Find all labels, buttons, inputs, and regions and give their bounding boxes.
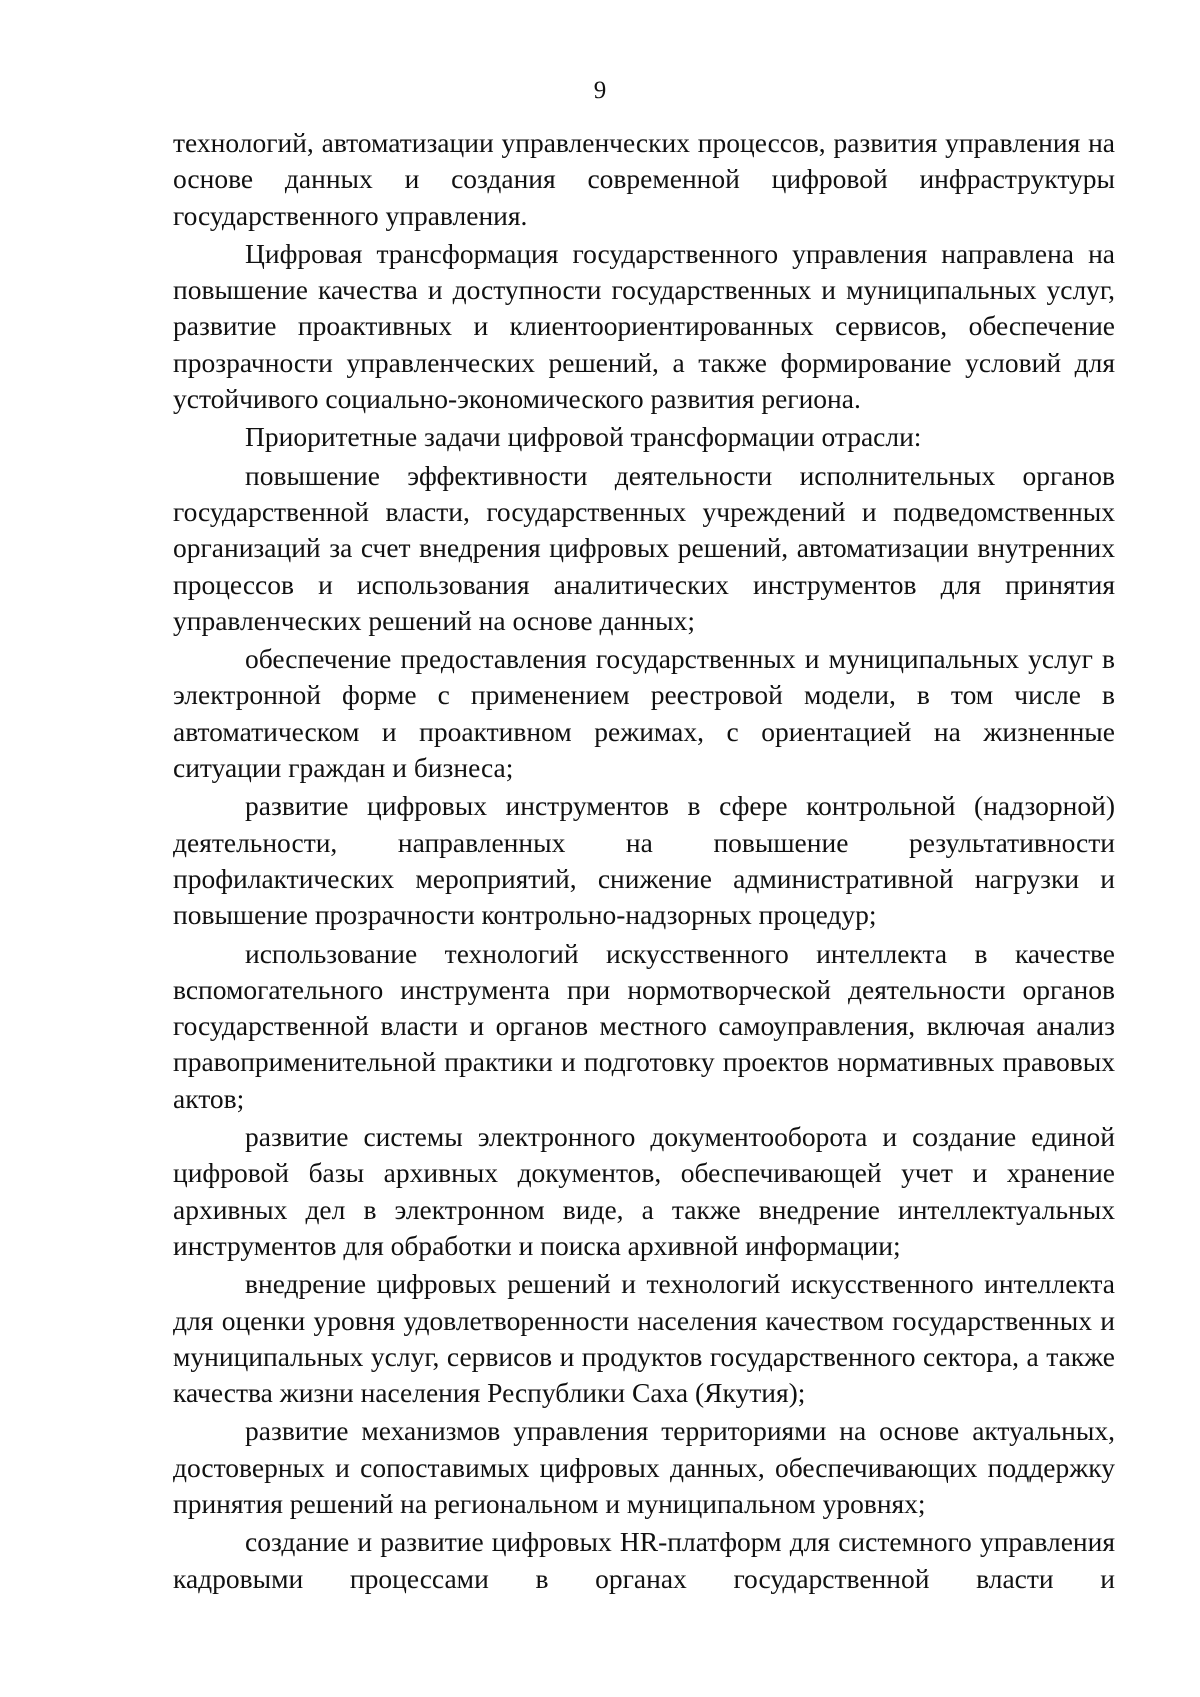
list-item-territory-management: развитие механизмов управления территориями на основе актуальных, достоверных и сопоставимых цифровых данных, обеспечивающих поддержку принятия решений на региональном и муниципальном уровнях; bbox=[173, 1415, 1115, 1519]
list-item-document-flow: развитие системы электронного документооборота и создание единой цифровой базы архивных документов, обеспечивающей учет и хранение архивных дел в электронном виде, а также внедрение интеллектуальных инструментов для обработки и поиска архивной информации; bbox=[173, 1121, 1115, 1261]
paragraph-priority-tasks-heading: Приоритетные задачи цифровой трансформации отрасли: bbox=[245, 421, 922, 453]
paragraph-continuation: технологий, автоматизации управленческих процессов, развития управления на основе данных и создания современной цифровой инфраструктуры государственного управления. bbox=[173, 127, 1115, 231]
page-number: 9 bbox=[593, 77, 607, 104]
list-item-efficiency: повышение эффективности деятельности исполнительных органов государственной власти, государственных учреждений и подведомственных организаций за счет внедрения цифровых решений, автоматизации внутренних процессов и использования аналитических инструментов для принятия управленческих решений на основе данных; bbox=[173, 459, 1115, 636]
list-item-ai-lawmaking: использование технологий искусственного интеллекта в качестве вспомогательного инструмента при нормотворческой деятельности органов государственной власти и органов местного самоуправления, включая анализ правоприменительной практики и подготовку проектов нормативных правовых актов; bbox=[173, 937, 1115, 1114]
list-item-satisfaction-assessment: внедрение цифровых решений и технологий искусственного интеллекта для оценки уровня удовлетворенности населения качеством государственных и муниципальных услуг, сервисов и продуктов государственного сектора, а также качества жизни населения Республики Саха (Якутия); bbox=[173, 1268, 1115, 1409]
document-body bbox=[173, 125, 1115, 1599]
list-item-hr-platforms: создание и развитие цифровых HR-платформ для системного управления кадровыми процессами в органах государственной власти и bbox=[173, 1526, 1115, 1594]
list-item-electronic-services: обеспечение предоставления государственных и муниципальных услуг в электронной форме с применением реестровой модели, в том числе в автоматическом и проактивном режимах, с ориентацией на жизненные ситуации граждан и бизнеса; bbox=[173, 643, 1115, 784]
paragraph-digital-transformation-goal: Цифровая трансформация государственного управления направлена на повышение качества и доступности государственных и муниципальных услуг, развитие проактивных и клиентоориентированных сервисов, обеспечение прозрачности управленческих решений, а также формирование условий для устойчивого социально-экономического развития региона. bbox=[173, 237, 1115, 415]
list-item-control-activity: развитие цифровых инструментов в сфере контрольной (надзорной) деятельности, направленных на повышение результативности профилактических мероприятий, снижение административной нагрузки и повышение прозрачности контрольно-надзорных процедур; bbox=[173, 790, 1115, 931]
